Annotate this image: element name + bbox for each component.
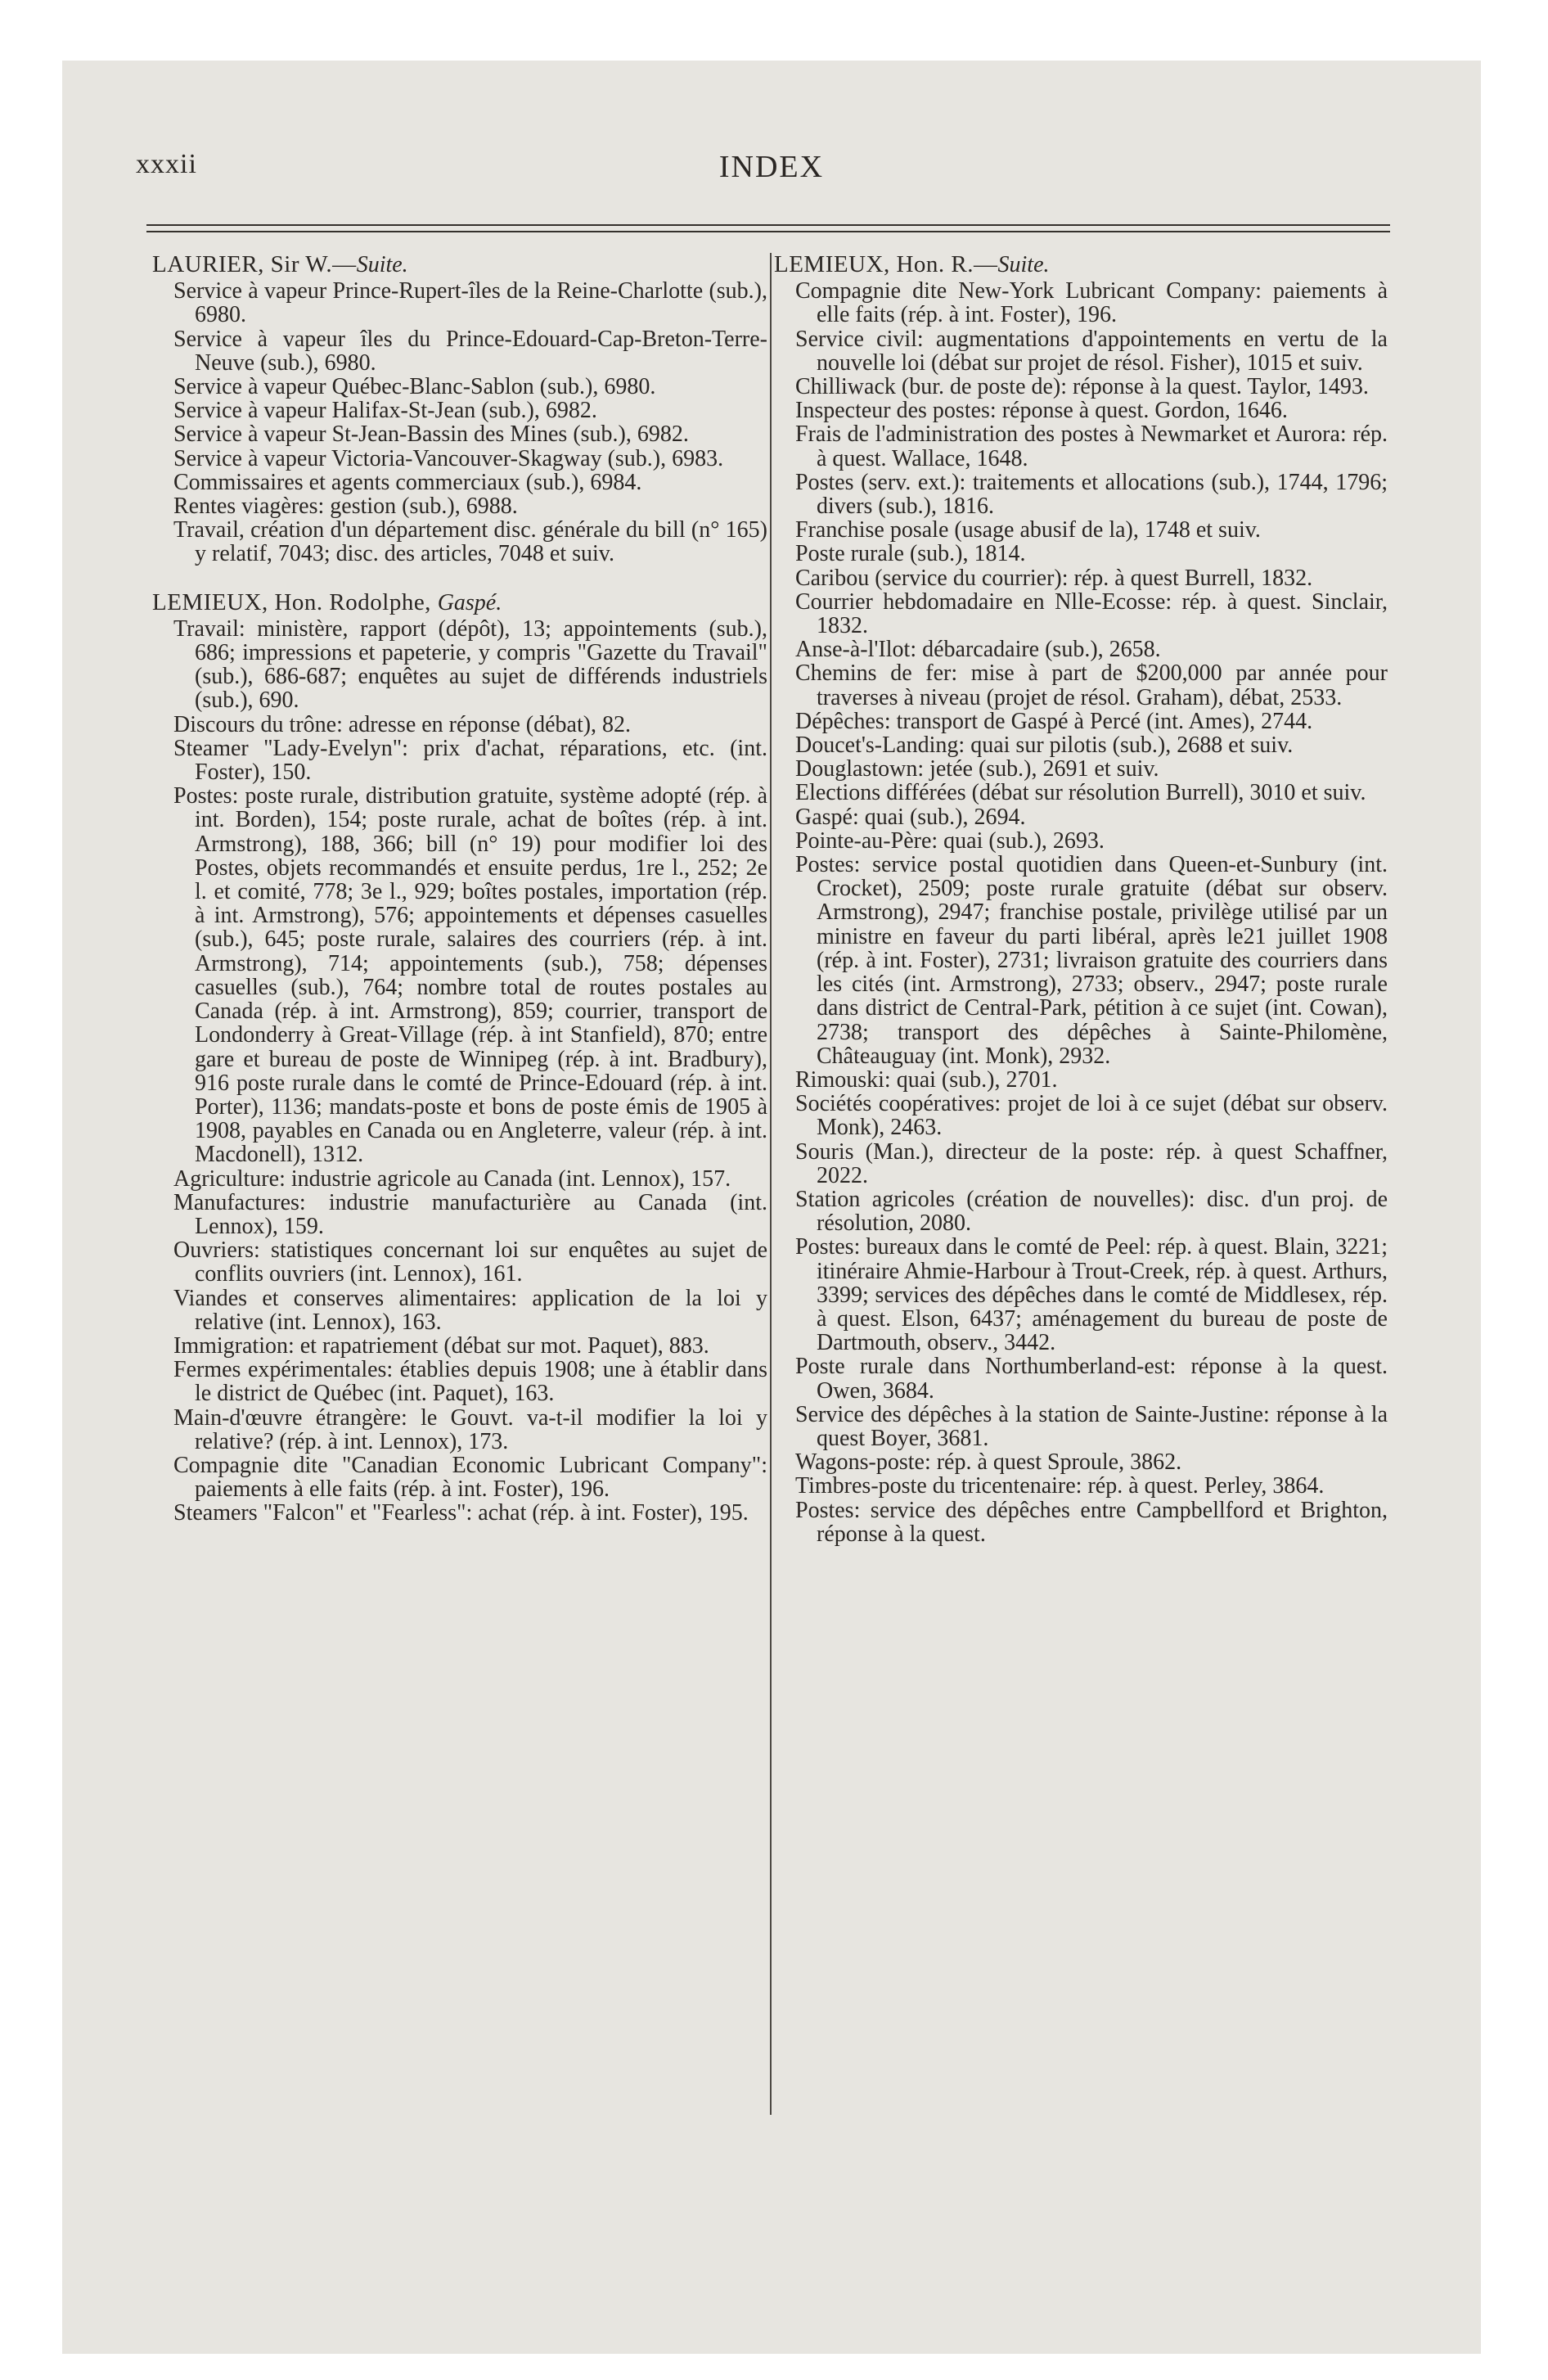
index-entry: Doucet's-Landing: quai sur pilotis (sub.), 2688 et suiv.	[795, 732, 1294, 759]
index-entry: Travail: ministère, rapport (dépôt), 13; appointements (sub.), 686; impressions et papeterie, y compris "Gazette du Travail" (sub.), 686-687; enquêtes au sujet de différends industriels (sub.), 690.	[173, 615, 767, 714]
heading-suffix: Suite.	[997, 252, 1050, 277]
index-entry: Compagnie dite New-York Lubricant Company: paiements à elle faits (rép. à int. Foster), 196.	[795, 278, 1388, 328]
laurier-entries	[152, 279, 767, 566]
heading-name: LEMIEUX, Hon. Rodolphe,	[152, 588, 438, 615]
index-entry: Inspecteur des postes: réponse à quest. Gordon, 1646.	[795, 398, 1288, 424]
index-entry: Postes: service postal quotidien dans Queen-et-Sunbury (int. Crocket), 2509; poste rurale gratuite (débat sur observ. Armstrong), 2947; franchise postale, privilège utilisé par un ministre en faveur du parti libéral, après le21 juillet 1908 (rép. à int. Foster), 2731; livraison gratuite des courriers dans les cités (int. Armstrong), 2733; observ., 2947; poste rurale dans district de Central-Park, pétition à ce sujet (int. Cowan), 2738; transport des dépêches à Sainte-Philomène, Châteauguay (int. Monk), 2932.	[795, 852, 1388, 1069]
index-entry: Service à vapeur Prince-Rupert-îles de la Reine-Charlotte (sub.), 6980.	[173, 278, 767, 328]
column-divider	[770, 253, 772, 2115]
index-heading-lemieux-suite	[774, 253, 1388, 277]
index-entry: Poste rurale dans Northumberland-est: réponse à la quest. Owen, 3684.	[795, 1354, 1388, 1404]
index-entry: Postes: bureaux dans le comté de Peel: rép. à quest. Blain, 3221; itinéraire Ahmie-Harbour à Trout-Creek, rép. à quest. Arthurs, 3399; services des dépêches dans le comté de Middlesex, rép. à quest. Elson, 6437; aménagement du bureau de poste de Dartmouth, observ., 3442.	[795, 1234, 1388, 1356]
index-entry: Service civil: augmentations d'appointements en vertu de la nouvelle loi (débat sur projet de résol. Fisher), 1015 et suiv.	[795, 326, 1388, 376]
index-entry: Gaspé: quai (sub.), 2694.	[795, 804, 1026, 830]
index-entry: Service à vapeur Halifax-St-Jean (sub.), 6982.	[173, 398, 597, 424]
index-heading-lemieux	[152, 588, 767, 615]
index-entry: Wagons-poste: rép. à quest Sproule, 3862.	[795, 1449, 1182, 1476]
index-entry: Commissaires et agents commerciaux (sub.), 6984.	[173, 469, 642, 495]
index-entry: Rimouski: quai (sub.), 2701.	[795, 1066, 1058, 1093]
index-entry: Pointe-au-Père: quai (sub.), 2693.	[795, 827, 1105, 854]
index-entry: Service des dépêches à la station de Sainte-Justine: réponse à la quest Boyer, 3681.	[795, 1401, 1388, 1451]
heading-name: LEMIEUX, Hon. R.—	[774, 251, 998, 277]
index-entry: Compagnie dite "Canadian Economic Lubricant Company": paiements à elle faits (rép. à int. Foster), 196.	[173, 1452, 767, 1503]
index-entry: Caribou (service du courrier): rép. à quest Burrell, 1832.	[795, 565, 1313, 591]
index-entry: Immigration: et rapatriement (débat sur mot. Paquet), 883.	[173, 1332, 709, 1359]
index-entry: Steamers "Falcon" et "Fearless": achat (rép. à int. Foster), 195.	[173, 1500, 749, 1526]
index-entry: Poste rurale (sub.), 1814.	[795, 541, 1026, 567]
index-entry: Main-d'œuvre étrangère: le Gouvt. va-t-il modifier la loi y relative? (rép. à int. Lennox), 173.	[173, 1404, 767, 1454]
index-entry: Service à vapeur St-Jean-Bassin des Mines (sub.), 6982.	[173, 421, 689, 448]
book-page	[62, 61, 1481, 2354]
index-entry: Franchise posale (usage abusif de la), 1748 et suiv.	[795, 517, 1261, 543]
index-entry: Douglastown: jetée (sub.), 2691 et suiv.	[795, 756, 1159, 782]
index-entry: Agriculture: industrie agricole au Canada (int. Lennox), 157.	[173, 1165, 731, 1192]
index-entry: Rentes viagères: gestion (sub.), 6988.	[173, 494, 518, 520]
index-entry: Timbres-poste du tricentenaire: rép. à quest. Perley, 3864.	[795, 1473, 1325, 1499]
index-entry: Elections différées (débat sur résolution Burrell), 3010 et suiv.	[795, 780, 1366, 806]
header-rule-top	[146, 224, 1390, 226]
index-entry: Service à vapeur îles du Prince-Edouard-Cap-Breton-Terre-Neuve (sub.), 6980.	[173, 326, 767, 376]
index-entry: Service à vapeur Victoria-Vancouver-Skagway (sub.), 6983.	[173, 445, 724, 471]
right-column	[774, 253, 1388, 1546]
heading-suffix: Suite.	[356, 252, 408, 277]
index-entry: Manufactures: industrie manufacturière au Canada (int. Lennox), 159.	[173, 1189, 767, 1239]
index-entry: Anse-à-l'Ilot: débarcadaire (sub.), 2658.	[795, 637, 1161, 663]
index-heading-laurier	[152, 253, 767, 277]
index-entry: Chemins de fer: mise à part de $200,000 par année pour traverses à niveau (projet de résol. Graham), débat, 2533.	[795, 660, 1388, 710]
index-entry: Steamer "Lady-Evelyn": prix d'achat, réparations, etc. (int. Foster), 150.	[173, 735, 767, 786]
header-rule-bottom	[146, 231, 1390, 232]
index-entry: Courrier hebdomadaire en Nlle-Ecosse: rép. à quest. Sinclair, 1832.	[795, 588, 1388, 639]
index-entry: Dépêches: transport de Gaspé à Percé (int. Ames), 2744.	[795, 708, 1313, 734]
index-entry: Viandes et conserves alimentaires: application de la loi y relative (int. Lennox), 163.	[173, 1285, 767, 1335]
index-entry: Postes (serv. ext.): traitements et allocations (sub.), 1744, 1796; divers (sub.), 1816.	[795, 469, 1388, 520]
heading-suffix: Gaspé.	[437, 589, 502, 615]
index-entry: Service à vapeur Québec-Blanc-Sablon (sub.), 6980.	[173, 374, 656, 400]
lemieux-suite-entries	[774, 279, 1388, 1546]
index-entry: Souris (Man.), directeur de la poste: rép. à quest Schaffner, 2022.	[795, 1138, 1388, 1188]
left-column	[152, 253, 767, 1526]
index-entry: Station agricoles (création de nouvelles): disc. d'un proj. de résolution, 2080.	[795, 1186, 1388, 1237]
running-title: INDEX	[718, 150, 825, 184]
page-number: xxxii	[136, 149, 197, 179]
index-entry: Postes: service des dépêches entre Campbellford et Brighton, réponse à la quest.	[795, 1497, 1388, 1547]
index-entry: Sociétés coopératives: projet de loi à ce sujet (débat sur observ. Monk), 2463.	[795, 1091, 1388, 1141]
index-entry: Travail, création d'un département disc. générale du bill (n° 165) y relatif, 7043; disc. des articles, 7048 et suiv.	[173, 517, 767, 567]
index-entry: Postes: poste rurale, distribution gratuite, système adopté (rép. à int. Borden), 154; poste rurale, achat de boîtes (rép. à int. Armstrong), 188, 366; bill (n° 19) pour modifier loi des Postes, objets recommandés et ensuite perdus, 1re l., 252; 2e l. et comité, 778; 3e l., 929; boîtes postales, importation (rép. à int. Armstrong), 576; appointements et dépenses casuelles (sub.), 645; poste rurale, salaires des courriers (rép. à int. Armstrong), 714; appointements (sub.), 758; dépenses casuelles (sub.), 764; nombre total de routes postales au Canada (rép. à int. Armstrong), 859; courrier, transport de Londonderry à Great-Village (rép. à int Stanfield), 870; entre gare et bureau de poste de Winnipeg (rép. à int. Bradbury), 916 poste rurale dans le comté de Prince-Edouard (rép. à int. Porter), 1136; mandats-poste et bons de poste émis de 1905 à 1908, payables en Canada ou en Angleterre, valeur (rép. à int. Macdonell), 1312.	[173, 783, 767, 1168]
index-entry: Discours du trône: adresse en réponse (débat), 82.	[173, 711, 632, 737]
page-header	[62, 149, 1481, 198]
heading-name: LAURIER, Sir W.—	[152, 251, 357, 277]
lemieux-entries	[152, 617, 767, 1526]
index-entry: Fermes expérimentales: établies depuis 1908; une à établir dans le district de Québec (int. Paquet), 163.	[173, 1357, 767, 1407]
index-entry: Ouvriers: statistiques concernant loi sur enquêtes au sujet de conflits ouvriers (int. Lennox), 161.	[173, 1237, 767, 1287]
index-entry: Frais de l'administration des postes à Newmarket et Aurora: rép. à quest. Wallace, 1648.	[795, 421, 1388, 471]
index-entry: Chilliwack (bur. de poste de): réponse à la quest. Taylor, 1493.	[795, 374, 1369, 400]
